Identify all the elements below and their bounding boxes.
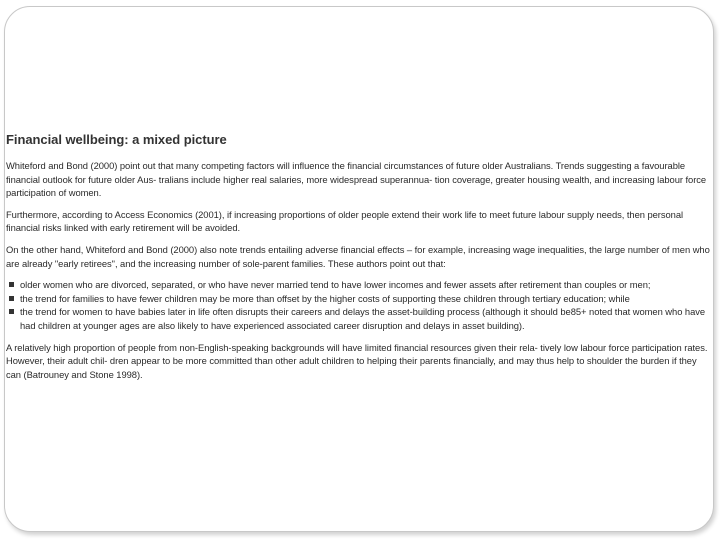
paragraph-access-economics: Furthermore, according to Access Economics (2001), if increasing proportions of older people extend their work life to meet future labour supply needs, then personal financial risks linked with early retirement will be avoided. [6,208,684,234]
list-item-text: the trend for families to have fewer children may be more than offset by the higher costs of supporting these children through tertiary education; while [20,292,630,304]
paragraph-nesb: A relatively high proportion of people from non-English-speaking backgrounds will have limited financial resources given their rela- tively low labour force participation rates. However, their adult chil- dren appear to be more committed than other adult children to helping their parents financially, and may thus help to shoulder the burden if they can (Batrouney and Stone 1998). [6,341,708,380]
paragraph-adverse-effects: On the other hand, Whiteford and Bond (2000) also note trends entailing adverse financial effects – for example, increasing wage inequalities, the large number of men who are already "early retirees", and the increasing number of sole-parent families. These authors point out that: [6,243,710,269]
bullet-list [6,278,712,332]
bullet-icon [9,282,14,287]
bullet-icon [9,309,14,314]
list-item [6,305,712,332]
list-item [6,292,712,306]
list-item-text: older women who are divorced, separated, or who have never married tend to have lower incomes and fewer assets after retirement than couples or men; [20,279,651,291]
section-heading: Financial wellbeing: a mixed picture [6,132,227,147]
list-item-text: the trend for women to have babies later in life often disrupts their careers and delays the asset-building process (although it should be85+ noted that women who have had children at younger ages are also likely to have experienced associated career disruption and delays in asset building). [20,306,706,331]
bullet-icon [9,296,14,301]
paragraph-whiteford-bond: Whiteford and Bond (2000) point out that many competing factors will influence the financial circumstances of future older Australians. Trends suggesting a favourable financial outlook for future older Aus- tralians include higher real salaries, more widespread superannua- tion coverage, greater housing wealth, and increasing labour force participation of women. [6,160,707,199]
list-item [6,278,712,292]
document-body [6,131,712,389]
